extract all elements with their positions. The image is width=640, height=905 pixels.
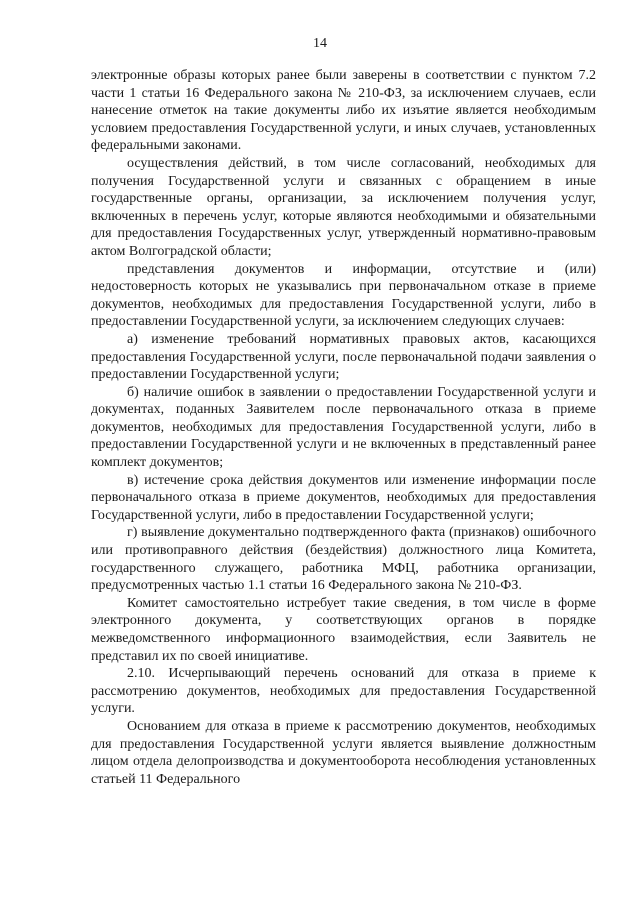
paragraph-electronic-images: электронные образы которых ранее были заверены в соответствии с пунктом 7.2 части 1 статьи 16 Федерального закона № 210-ФЗ, за исключением случаев, если нанесение отметок на такие документы либо их изъятие является необходимым условием предоставления Государственной услуги, и иных случаев, установленных федеральными законами. xyxy=(91,68,596,154)
list-item-v: в) истечение срока действия документов или изменение информации после первоначального отказа в приеме документов, необходимых для предоставления Государственной услуги, либо в предоставлении Государственной услуги; xyxy=(91,472,596,523)
paragraph-actions-approvals: осуществления действий, в том числе согласований, необходимых для получения Государственной услуги и связанных с обращением в иные государственные органы, организации, за исключением получения услуг, включенных в перечень услуг, которые являются необходимыми и обязательными для предоставления Государственных услуг, утвержденный нормативно-правовым актом Волгоградской области; xyxy=(91,155,596,259)
paragraph-committee-requests: Комитет самостоятельно истребует такие сведения, в том числе в форме электронного документа, у соответствующих органов в порядке межведомственного информационного взаимодействия, если Заявитель не представил их по своей инициативе. xyxy=(91,595,596,664)
paragraph-documents-information: представления документов и информации, отсутствие и (или) недостоверность которых не указывались при первоначальном отказе в приеме документов, необходимых для предоставления Государственной услуги, либо в предоставлении Государственной услуги, за исключением следующих случаев: xyxy=(91,261,596,330)
paragraph-refusal-grounds: Основанием для отказа в приеме к рассмотрению документов, необходимых для предоставления Государственной услуги является выявление должностным лицом отдела делопроизводства и документооборота несоблюдения установленных статьей 11 Федерального xyxy=(91,718,596,787)
list-item-g: г) выявление документально подтвержденного факта (признаков) ошибочного или противоправного действия (бездействия) должностного лица Комитета, государственного служащего, работника МФЦ, работника организации, предусмотренных частью 1.1 статьи 16 Федерального закона № 210-ФЗ. xyxy=(91,525,596,594)
list-item-a: а) изменение требований нормативных правовых актов, касающихся предоставления Государственной услуги, после первоначальной подачи заявления о предоставлении Государственной услуги; xyxy=(91,331,596,383)
page-number: 14 xyxy=(313,36,327,51)
document-body xyxy=(91,67,596,788)
section-heading-2-10: 2.10. Исчерпывающий перечень оснований для отказа в приеме к рассмотрению документов, необходимых для предоставления Государственной услуги. xyxy=(91,666,596,717)
list-item-b: б) наличие ошибок в заявлении о предоставлении Государственной услуги и документах, поданных Заявителем после первоначального отказа в приеме документов, необходимых для предоставления Государственной услуги, либо в предоставлении Государственной услуги и не включенных в представленный ранее комплект документов; xyxy=(91,384,596,471)
